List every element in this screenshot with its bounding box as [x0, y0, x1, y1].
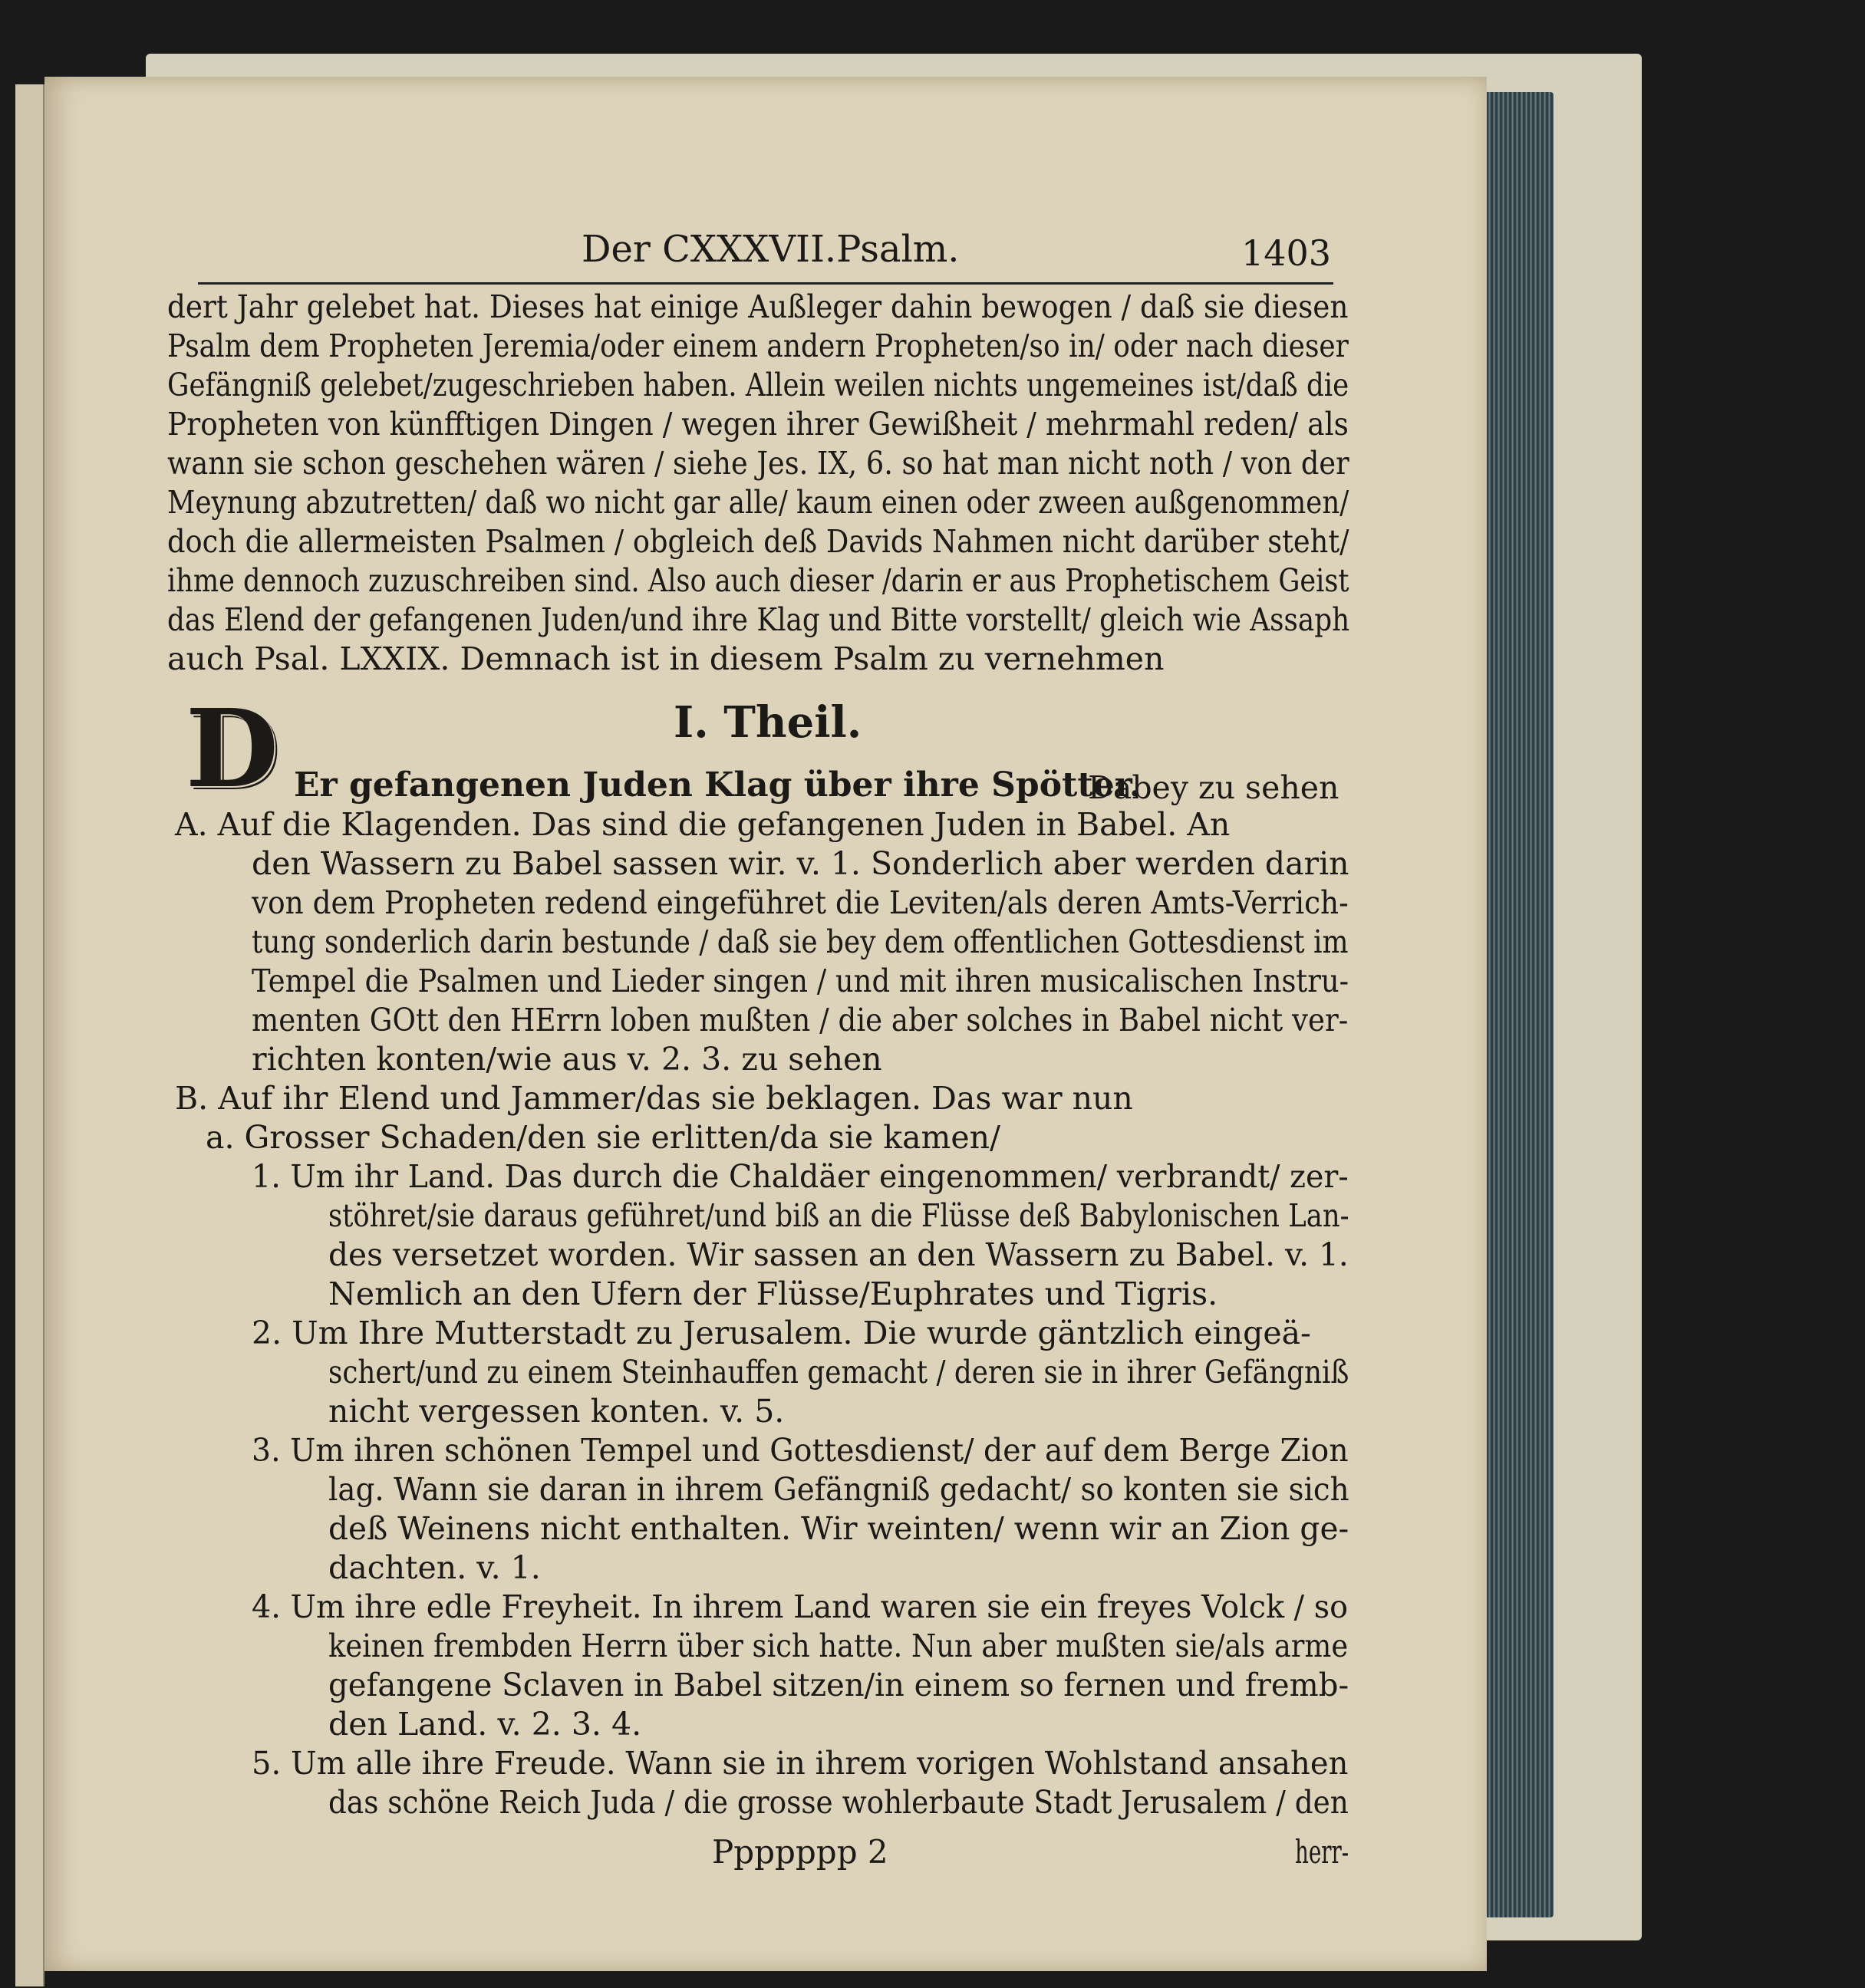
body-line: den Wassern zu Babel sassen wir. v. 1. Sonderlich aber werden darin [252, 845, 1349, 882]
header-rule [198, 282, 1333, 285]
signature-mark: Ppppppp 2 [712, 1833, 888, 1871]
catchword: herr- [1295, 1833, 1349, 1871]
drop-cap: D [185, 686, 279, 812]
body-line: das schöne Reich Juda / die grosse wohlerbaute Stadt Jerusalem / den [328, 1784, 1349, 1821]
body-line: Nemlich an den Ufern der Flüsse/Euphrates und Tigris. [328, 1275, 1218, 1312]
body-line: den Land. v. 2. 3. 4. [328, 1706, 642, 1743]
section-heading: Er gefangenen Juden Klag über ihre Spötter. [294, 765, 1142, 805]
body-line: deß Weinens nicht enthalten. Wir weinten/ wenn wir an Zion ge- [328, 1510, 1349, 1547]
body-line: gefangene Sclaven in Babel sitzen/in einem so fernen und fremb- [328, 1667, 1349, 1703]
body-line: 5. Um alle ihre Freude. Wann sie in ihrem vorigen Wohlstand ansahen [252, 1745, 1349, 1782]
body-line: keinen frembden Herrn über sich hatte. Nun aber mußten sie/als arme [328, 1628, 1349, 1664]
body-line: dachten. v. 1. [328, 1549, 541, 1586]
intro-line: Meynung abzutretten/ daß wo nicht gar alle/ kaum einen oder zween außgenommen/ [167, 484, 1349, 521]
body-line: von dem Propheten redend eingeführet die Leviten/als deren Amts-Verrich- [252, 884, 1349, 921]
body-line: 1. Um ihr Land. Das durch die Chaldäer eingenommen/ verbrandt/ zer- [252, 1158, 1349, 1195]
body-line: menten GOtt den HErrn loben mußten / die aber solches in Babel nicht ver- [252, 1002, 1349, 1038]
body-line: A. Auf die Klagenden. Das sind die gefangenen Juden in Babel. An [175, 806, 1231, 843]
body-line: 2. Um Ihre Mutterstadt zu Jerusalem. Die wurde gäntzlich eingeä- [252, 1315, 1311, 1351]
page [44, 77, 1487, 1971]
body-line: schert/und zu einem Steinhauffen gemacht / deren sie in ihrer Gefängniß [328, 1354, 1349, 1391]
intro-line: ihme dennoch zuzuschreiben sind. Also auch dieser /darin er aus Prophetischem Geist [167, 562, 1349, 599]
body-line: nicht vergessen konten. v. 5. [328, 1393, 785, 1430]
intro-line: auch Psal. LXXIX. Demnach ist in diesem Psalm zu vernehmen [167, 640, 1165, 677]
intro-line: Propheten von künfftigen Dingen / wegen ihrer Gewißheit / mehrmahl reden/ als [167, 406, 1349, 443]
body-line: Tempel die Psalmen und Lieder singen / und mit ihren musicalischen Instru- [252, 963, 1349, 999]
intro-line: Gefängniß gelebet/zugeschrieben haben. Allein weilen nichts ungemeines ist/daß die [167, 367, 1349, 403]
intro-line: das Elend der gefangenen Juden/und ihre Klag und Bitte vorstellt/ gleich wie Assaph [167, 601, 1350, 638]
body-line: a. Grosser Schaden/den sie erlitten/da sie kamen/ [206, 1119, 1000, 1156]
intro-line: wann sie schon geschehen wären / siehe Jes. IX, 6. so hat man nicht noth / von der [167, 445, 1349, 482]
body-line: des versetzet worden. Wir sassen an den Wassern zu Babel. v. 1. [328, 1236, 1349, 1273]
page-number: 1403 [1241, 232, 1332, 274]
intro-line: doch die allermeisten Psalmen / obgleich deß Davids Nahmen nicht darüber steht/ [167, 523, 1349, 560]
section-heading-tail: Dabey zu sehen [1088, 769, 1339, 806]
intro-line: dert Jahr gelebet hat. Dieses hat einige Außleger dahin bewogen / daß sie diesen [167, 288, 1349, 325]
body-line: 3. Um ihren schönen Tempel und Gottesdienst/ der auf dem Berge Zion [252, 1432, 1349, 1469]
body-line: B. Auf ihr Elend und Jammer/das sie beklagen. Das war nun [175, 1080, 1133, 1117]
body-line: stöhret/sie daraus geführet/und biß an die Flüsse deß Babylonischen Lan- [328, 1197, 1349, 1234]
intro-line: Psalm dem Propheten Jeremia/oder einem andern Propheten/so in/ oder nach dieser [167, 327, 1349, 364]
body-line: lag. Wann sie daran in ihrem Gefängniß gedacht/ so konten sie sich [328, 1471, 1349, 1508]
body-line: 4. Um ihre edle Freyheit. In ihrem Land waren sie ein freyes Volck / so [252, 1588, 1349, 1625]
section-title: I. Theil. [674, 697, 862, 748]
running-title: Der CXXXVII.Psalm. [582, 228, 960, 271]
left-page-edge [15, 84, 44, 1986]
book [15, 54, 1672, 1988]
body-line: richten konten/wie aus v. 2. 3. zu sehen [252, 1041, 882, 1078]
body-line: tung sonderlich darin bestunde / daß sie bey dem offentlichen Gottesdienst im [252, 923, 1349, 960]
